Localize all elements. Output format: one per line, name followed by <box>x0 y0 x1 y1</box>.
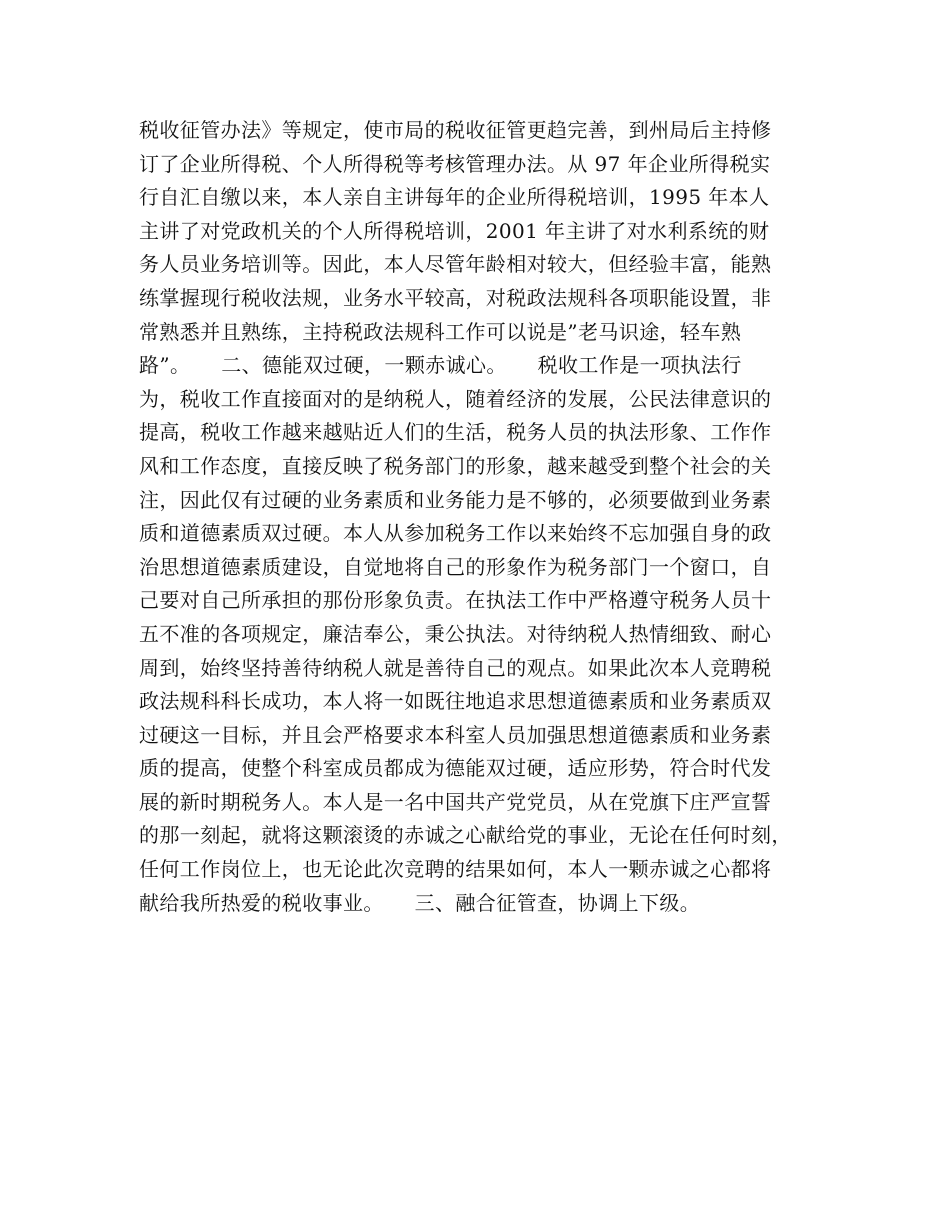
text-line: 献给我所热爱的税收事业。 三、融合征管查，协调上下级。 <box>139 890 701 915</box>
text-line: 税收征管办法》等规定，使市局的税收征管更趋完善，到州局后主持修 <box>139 118 772 142</box>
text-line: 治思想道德素质建设，自觉地将自己的形象作为税务部门一个窗口，自 <box>139 554 772 579</box>
text-line: 展的新时期税务人。本人是一名中国共产党党员，从在党旗下庄严宣誓 <box>139 789 772 814</box>
text-line: 常熟悉并且熟练，主持税政法规科工作可以说是”老马识途，轻车熟 <box>139 319 742 344</box>
text-line: 注，因此仅有过硬的业务素质和业务能力是不够的，必须要做到业务素 <box>139 487 772 512</box>
text-line: 周到，始终坚持善待纳税人就是善待自己的观点。如果此次本人竞聘税 <box>139 655 772 680</box>
text-line: 政法规科科长成功，本人将一如既往地追求思想道德素质和业务素质双 <box>139 689 772 714</box>
text-line: 务人员业务培训等。因此，本人尽管年龄相对较大，但经验丰富，能熟 <box>139 252 772 277</box>
text-line: 主讲了对党政机关的个人所得税培训，2001 年主讲了对水利系统的财 <box>139 218 770 243</box>
text-line: 路”。 二、德能双过硬，一颗赤诚心。 税收工作是一项执法行 <box>139 353 742 378</box>
text-line: 提高，税收工作越来越贴近人们的生活，税务人员的执法形象、工作作 <box>139 420 772 445</box>
text-line: 任何工作岗位上，也无论此次竞聘的结果如何，本人一颗赤诚之心都将 <box>139 857 772 882</box>
text-line: 练掌握现行税收法规，业务水平较高，对税政法规科各项职能设置，非 <box>139 285 772 310</box>
text-line: 己要对自己所承担的那份形象负责。在执法工作中严格遵守税务人员十 <box>139 588 772 613</box>
text-line: 为，税收工作直接面对的是纳税人，随着经济的发展，公民法律意识的 <box>139 386 772 411</box>
text-line: 订了企业所得税、个人所得税等考核管理办法。从 97 年企业所得税实 <box>139 151 771 176</box>
text-line: 五不准的各项规定，廉洁奉公，秉公执法。对待纳税人热情细致、耐心 <box>139 621 772 646</box>
text-line: 质和道德素质双过硬。本人从参加税务工作以来始终不忘加强自身的政 <box>139 521 772 546</box>
text-line: 质的提高，使整个科室成员都成为德能双过硬，适应形势，符合时代发 <box>139 756 772 781</box>
text-line: 的那一刻起，就将这颗滚烫的赤诚之心献给党的事业，无论在任何时刻， <box>139 823 792 848</box>
text-line: 风和工作态度，直接反映了税务部门的形象，越来越受到整个社会的关 <box>139 453 772 478</box>
text-line: 过硬这一目标，并且会严格要求本科室人员加强思想道德素质和业务素 <box>139 722 772 747</box>
text-line: 行自汇自缴以来，本人亲自主讲每年的企业所得税培训，1995 年本人 <box>139 185 770 210</box>
body-text <box>139 114 829 920</box>
